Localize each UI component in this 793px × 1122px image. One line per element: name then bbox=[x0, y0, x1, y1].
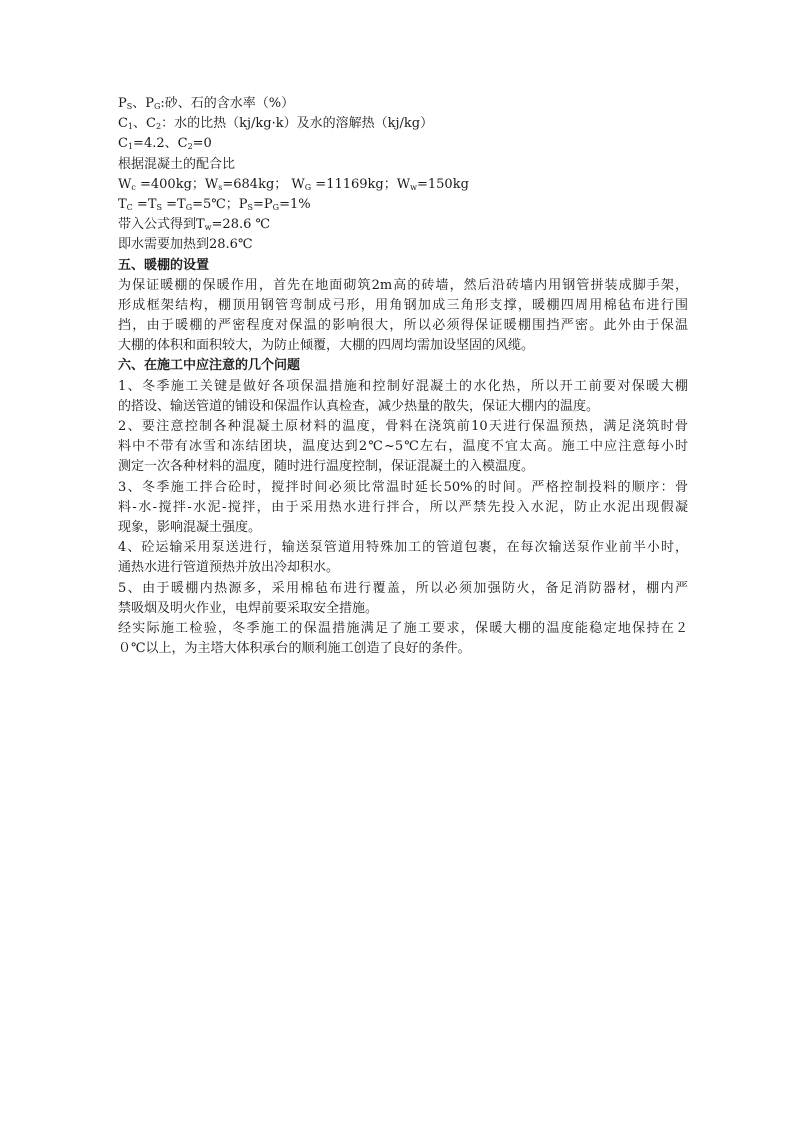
paragraph-greenhouse bbox=[118, 276, 688, 357]
text-line: 大棚的体积和面积较大，为防止倾覆，大棚的四周均需加设坚固的风缆。 bbox=[118, 338, 535, 354]
text-line: 为保证暖棚的保暖作用，首先在地面砌筑2m高的砖墙，然后沿砖墙内用钢管拼装成脚手架， bbox=[118, 277, 688, 293]
document-page bbox=[118, 94, 688, 659]
list-item bbox=[118, 377, 688, 417]
text-line: 料-水-搅拌-水泥-搅拌，由于采用热水进行拌合，所以严禁先投入水泥，防止水泥出现假凝 bbox=[118, 499, 688, 515]
formula-line-weights: $W_c =400kg$；$W_s=684kg$； $W_G =11169kg$；$W_w=150kg$ bbox=[118, 176, 469, 192]
formula-line-constants: $C_1=4.2$、$C_2=0$ bbox=[118, 136, 212, 152]
formula-line-moisture: $P_S$、$P_G$:砂、石的含水率（%） bbox=[118, 96, 295, 111]
text-line: 形成框架结构，棚顶用钢管弯制成弓形，用角钢加成三角形支撑，暖棚四周用棉毡布进行围 bbox=[118, 297, 688, 313]
list-item bbox=[118, 538, 688, 578]
paragraph-conclusion bbox=[118, 619, 688, 659]
section-heading-greenhouse: 五、暖棚的设置 bbox=[118, 257, 210, 273]
text-line: 3、冬季施工拌合砼时，搅拌时间必须比常温时延长50%的时间。严格控制投料的顺序：骨 bbox=[118, 479, 688, 495]
text-line: 挡，由于暖棚的严密程度对保温的影响很大，所以必须得保证暖棚围挡严密。此外由于保温 bbox=[118, 318, 688, 334]
text-line: 1、冬季施工关键是做好各项保温措施和控制好混凝土的水化热，所以开工前要对保暖大棚 bbox=[118, 378, 688, 394]
text-line: 2、要注意控制各种混凝土原材料的温度，骨料在浇筑前10天进行保温预热，满足浇筑时骨 bbox=[118, 419, 688, 434]
list-item bbox=[118, 579, 688, 619]
text-line: 通热水进行管道预热并放出冷却积水。 bbox=[118, 560, 340, 576]
formula-line-mix-intro: 根据混凝土的配合比 bbox=[118, 156, 236, 172]
text-line: ０℃以上，为主塔大体积承台的顺利施工创造了良好的条件。 bbox=[118, 641, 471, 657]
text-line: 测定一次各种材料的温度，随时进行温度控制，保证混凝土的入模温度。 bbox=[118, 459, 535, 475]
text-line: 禁吸烟及明火作业，电焊前要采取安全措施。 bbox=[118, 600, 379, 616]
text-line: 的搭设、输送管道的铺设和保温作认真检查，减少热量的散失，保证大棚内的温度。 bbox=[118, 398, 600, 414]
text-line: 经实际施工检验，冬季施工的保温措施满足了施工要求，保暖大棚的温度能稳定地保持在２ bbox=[118, 620, 688, 636]
text-line: 现象，影响混凝土强度。 bbox=[118, 519, 262, 535]
text-line: 料中不带有冰雪和冻结团块，温度达到2℃~5℃左右，温度不宜太高。施工中应注意每小时 bbox=[118, 439, 688, 455]
text-line: 5、由于暖棚内热源多，采用棉毡布进行覆盖，所以必须加强防火，备足消防器材，棚内严 bbox=[118, 580, 688, 596]
formula-line-result: 带入公式得到$T_w=28.6$ ℃ bbox=[118, 217, 271, 233]
list-item bbox=[118, 478, 688, 539]
formula-line-specific-heat: $C_1$、$C_2$：水的比热（kj/kg·k）及水的溶解热（kj/kg） bbox=[118, 116, 434, 132]
list-item bbox=[118, 417, 688, 478]
formula-line-conclusion: 即水需要加热到28.6℃ bbox=[118, 237, 253, 253]
text-line: 4、砼运输采用泵送进行，输送泵管道用特殊加工的管道包裹，在每次输送泵作业前半小时， bbox=[118, 540, 688, 556]
formula-line-temperatures: $T_C =T_S$ $=T_G=5℃$；$P_S=P_G=1\%$ bbox=[118, 196, 311, 212]
section-heading-precautions: 六、在施工中应注意的几个问题 bbox=[118, 358, 301, 374]
